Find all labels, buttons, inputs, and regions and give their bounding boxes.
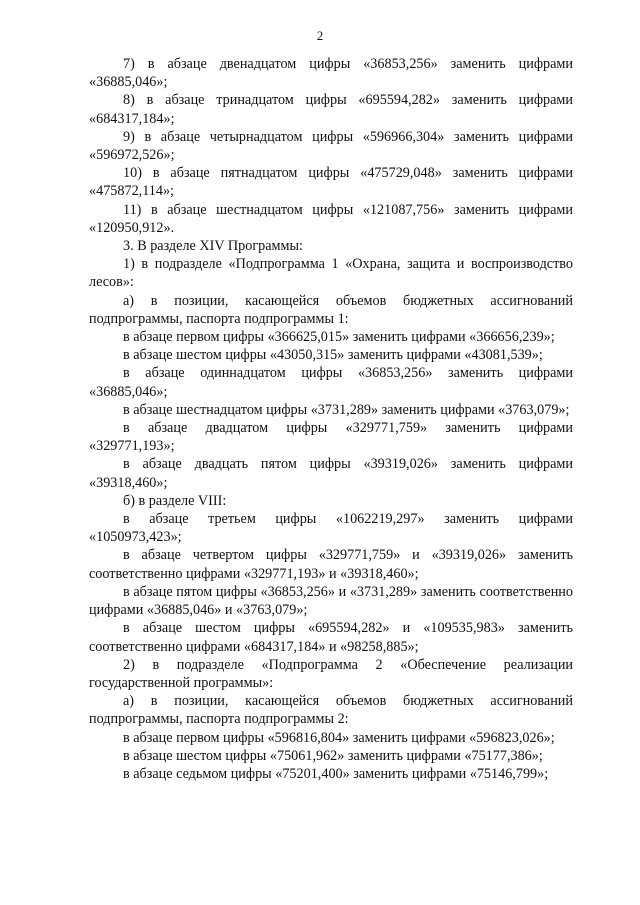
document-body: [89, 55, 573, 783]
paragraph: в абзаце шестом цифры «43050,315» заменить цифрами «43081,539»;: [123, 347, 543, 364]
paragraph: в абзаце первом цифры «366625,015» заменить цифрами «366656,239»;: [123, 329, 555, 346]
paragraph: 3. В разделе XIV Программы:: [123, 238, 303, 255]
paragraph: в абзаце двадцатом цифры «329771,759» заменить цифрами «329771,193»;: [89, 420, 573, 455]
paragraph: в абзаце пятом цифры «36853,256» и «3731,289» заменить соответственно цифрами «36885,046» и «3763,079»;: [89, 583, 573, 619]
paragraph: 9) в абзаце четырнадцатом цифры «596966,304» заменить цифрами «596972,526»;: [89, 128, 573, 164]
paragraph: в абзаце третьем цифры «1062219,297» заменить цифрами «1050973,423»;: [89, 511, 573, 546]
paragraph: 2) в подразделе «Подпрограмма 2 «Обеспечение реализации государственной программы»:: [89, 656, 573, 691]
paragraph: 11) в абзаце шестнадцатом цифры «121087,756» заменить цифрами «120950,912».: [89, 201, 573, 236]
paragraph: а) в позиции, касающейся объемов бюджетных ассигнований подпрограммы, паспорта подпрограммы 2:: [89, 693, 573, 728]
paragraph: в абзаце шестом цифры «695594,282» и «109535,983» заменить соответственно цифрами «684317,184» и «98258,885»;: [89, 620, 573, 655]
paragraph: в абзаце двадцать пятом цифры «39319,026» заменить цифрами «39318,460»;: [89, 456, 573, 491]
paragraph: 10) в абзаце пятнадцатом цифры «475729,048» заменить цифрами «475872,114»;: [89, 165, 573, 200]
paragraph: 7) в абзаце двенадцатом цифры «36853,256» заменить цифрами «36885,046»;: [89, 56, 573, 91]
page-number: 2: [316, 28, 324, 43]
paragraph: в абзаце одиннадцатом цифры «36853,256» заменить цифрами «36885,046»;: [89, 365, 573, 400]
paragraph: б) в разделе VIII:: [123, 492, 227, 509]
paragraph: а) в позиции, касающейся объемов бюджетных ассигнований подпрограммы, паспорта подпрограммы 1:: [89, 292, 573, 327]
paragraph: в абзаце первом цифры «596816,804» заменить цифрами «596823,026»;: [123, 729, 555, 746]
paragraph: в абзаце шестом цифры «75061,962» заменить цифрами «75177,386»;: [123, 747, 543, 764]
paragraph: в абзаце четвертом цифры «329771,759» и «39319,026» заменить соответственно цифрами «329771,193» и «39318,460»;: [89, 547, 573, 582]
paragraph: 8) в абзаце тринадцатом цифры «695594,282» заменить цифрами «684317,184»;: [89, 92, 573, 127]
paragraph: 1) в подразделе «Подпрограмма 1 «Охрана, защита и воспроизводство лесов»:: [89, 256, 573, 291]
paragraph: в абзаце седьмом цифры «75201,400» заменить цифрами «75146,799»;: [123, 765, 549, 782]
paragraph: в абзаце шестнадцатом цифры «3731,289» заменить цифрами «3763,079»;: [123, 401, 570, 418]
